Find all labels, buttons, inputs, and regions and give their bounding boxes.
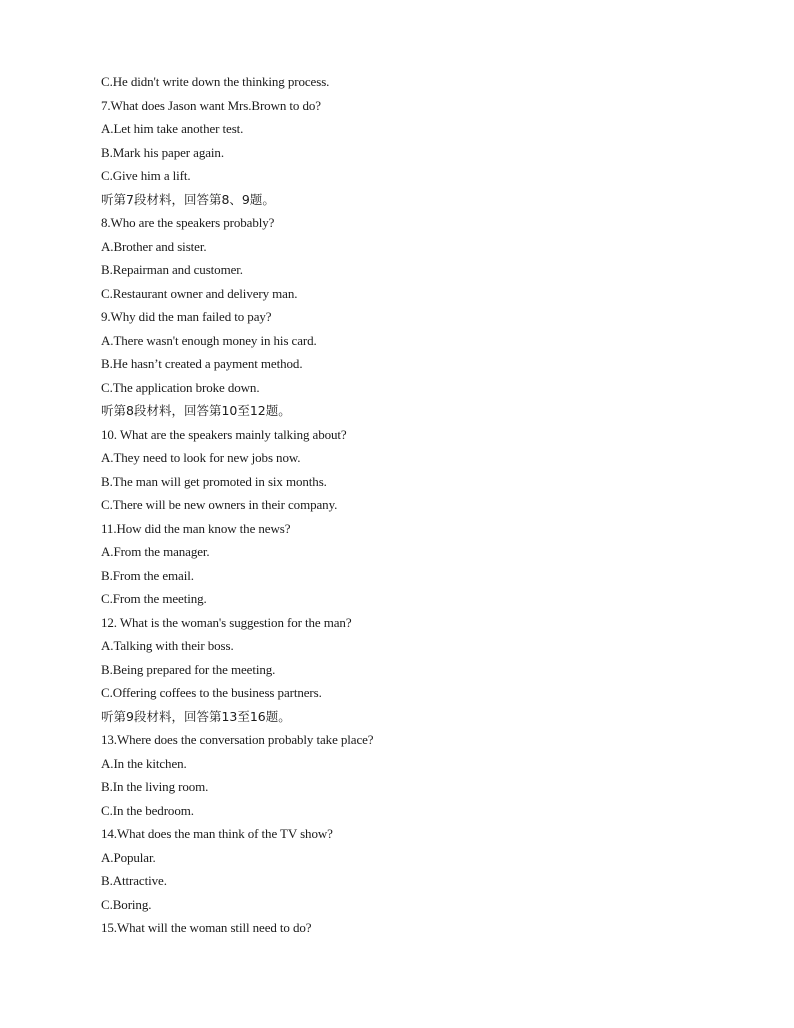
answer-option: C.Give him a lift. (101, 168, 191, 183)
question-text: 11.How did the man know the news? (101, 520, 291, 536)
answer-option: C.There will be new owners in their company. (101, 497, 338, 512)
section-heading: 听第7段材料，回答第8、9题。 (101, 191, 275, 207)
answer-option: A.Brother and sister. (101, 238, 207, 254)
answer-option: A.Talking with their boss. (101, 638, 234, 653)
answer-option: B.He hasn’t created a payment method. (101, 356, 303, 371)
answer-option: B.From the email. (101, 567, 194, 583)
answer-option: C.From the meeting. (101, 591, 207, 606)
answer-option: C.The application broke down. (101, 379, 260, 395)
section-heading: 听第9段材料，回答第13至16题。 (101, 708, 291, 724)
question-text: 10. What are the speakers mainly talking about? (101, 426, 347, 442)
answer-option: B.Repairman and customer. (101, 262, 243, 277)
answer-option: A.From the manager. (101, 544, 210, 559)
answer-option: C.Restaurant owner and delivery man. (101, 285, 298, 301)
exam-text-block (101, 73, 741, 943)
answer-option: B.Being prepared for the meeting. (101, 661, 276, 677)
answer-option: C.In the bedroom. (101, 802, 194, 818)
answer-option: C.Offering coffees to the business partners. (101, 685, 322, 700)
question-text: 7.What does Jason want Mrs.Brown to do? (101, 97, 321, 113)
answer-option: A.There wasn't enough money in his card. (101, 332, 317, 348)
answer-option: A.Popular. (101, 849, 156, 865)
question-text: 8.Who are the speakers probably? (101, 215, 275, 230)
question-text: 12. What is the woman's suggestion for the man? (101, 614, 352, 630)
answer-option: B.Mark his paper again. (101, 144, 224, 160)
answer-option: C.He didn't write down the thinking process. (101, 74, 330, 89)
section-heading: 听第8段材料，回答第10至12题。 (101, 403, 291, 418)
answer-option: A.They need to look for new jobs now. (101, 450, 301, 465)
question-text: 13.Where does the conversation probably take place? (101, 732, 374, 747)
answer-option: A.In the kitchen. (101, 755, 187, 771)
answer-option: C.Boring. (101, 896, 152, 912)
answer-option: B.Attractive. (101, 873, 167, 888)
question-text: 14.What does the man think of the TV show? (101, 826, 333, 841)
answer-option: B.In the living room. (101, 779, 209, 794)
answer-option: A.Let him take another test. (101, 121, 244, 136)
question-text: 9.Why did the man failed to pay? (101, 309, 272, 324)
answer-option: B.The man will get promoted in six months. (101, 473, 327, 489)
question-text: 15.What will the woman still need to do? (101, 920, 312, 935)
